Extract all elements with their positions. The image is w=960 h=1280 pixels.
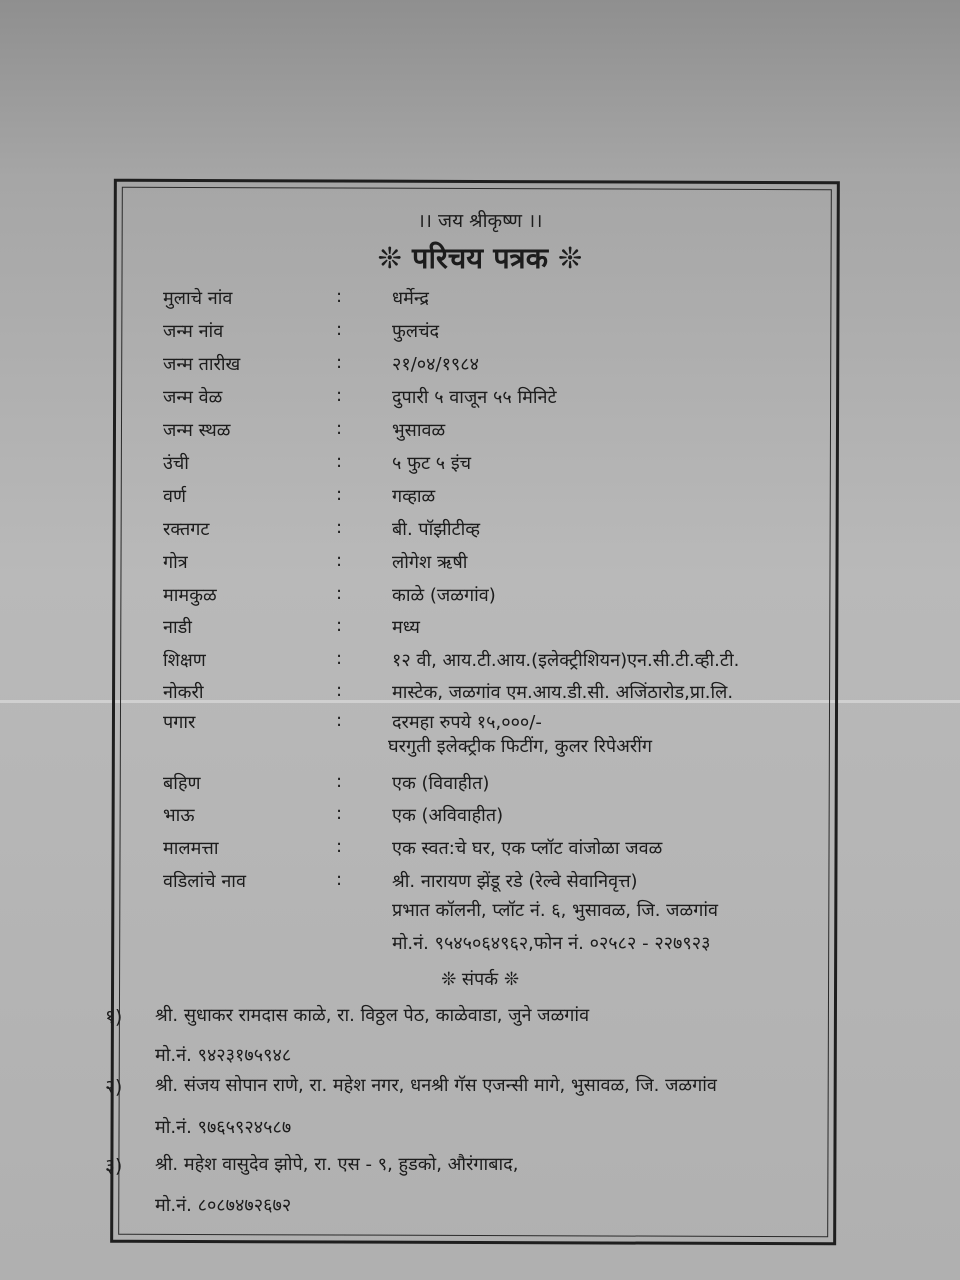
contact-number: २) — [105, 1076, 123, 1098]
field-row — [0, 771, 960, 801]
field-colon: : — [336, 710, 343, 731]
contact-phone: मो.नं. ९७६५९२४५८७ — [155, 1117, 292, 1138]
field-label: मालमत्ता — [163, 838, 219, 859]
field-colon: : — [336, 319, 343, 340]
field-label: उंची — [163, 453, 189, 474]
contact-name: श्री. संजय सोपान राणे, रा. महेश नगर, धनश्री गॅस एजन्सी मागे, भुसावळ, जि. जळगांव — [155, 1075, 717, 1096]
field-value: १२ वी, आय.टी.आय.(इलेक्ट्रीशियन)एन.सी.टी.व्ही.टी. — [392, 650, 740, 671]
field-label: जन्म नांव — [163, 321, 224, 342]
field-colon: : — [336, 418, 343, 439]
field-row — [0, 803, 960, 833]
field-value: लोगेश ऋषी — [392, 552, 468, 573]
field-label: मामकुळ — [163, 585, 217, 606]
field-label: रक्तगट — [163, 519, 210, 540]
field-value: मध्य — [392, 617, 420, 638]
father-phone: मो.नं. ९५४५०६४९६२,फोन नं. ०२५८२ - २२७९२३ — [392, 933, 711, 954]
field-label: जन्म वेळ — [163, 387, 223, 408]
field-value: २१/०४/१९८४ — [392, 354, 480, 375]
field-row — [0, 648, 960, 678]
field-value: ५ फुट ५ इंच — [392, 453, 472, 474]
field-colon: : — [336, 615, 343, 636]
field-row — [0, 352, 960, 382]
contact-number: १) — [105, 1006, 123, 1028]
contact-phone: मो.नं. ९४२३१७५९४८ — [155, 1045, 292, 1066]
field-row — [0, 286, 960, 316]
field-row — [0, 451, 960, 481]
field-colon: : — [336, 680, 343, 701]
field-label: मुलाचे नांव — [163, 288, 233, 309]
contact-name: श्री. महेश वासुदेव झोपे, रा. एस - ९, हुडको, औरंगाबाद, — [155, 1154, 519, 1175]
field-row — [0, 583, 960, 613]
field-colon: : — [336, 484, 343, 505]
field-label: नोकरी — [163, 682, 204, 703]
salary-extra: घरगुती इलेक्ट्रीक फिटींग, कुलर रिपेअरींग — [388, 736, 653, 757]
field-row — [0, 517, 960, 547]
field-colon: : — [336, 771, 343, 792]
field-colon: : — [336, 550, 343, 571]
contact-name: श्री. सुधाकर रामदास काळे, रा. विठ्ठल पेठ, काळेवाडा, जुने जळगांव — [155, 1005, 590, 1026]
field-label: भाऊ — [163, 805, 195, 826]
field-value: मास्टेक, जळगांव एम.आय.डी.सी. अजिंठारोड,प्रा.लि. — [392, 682, 734, 703]
field-colon: : — [336, 385, 343, 406]
field-colon: : — [336, 869, 343, 890]
field-row — [0, 385, 960, 415]
field-value: एक स्वत:चे घर, एक प्लॉट वांजोळा जवळ — [392, 838, 663, 859]
field-row — [0, 615, 960, 645]
field-value: दुपारी ५ वाजून ५५ मिनिटे — [392, 387, 557, 408]
field-label: वर्ण — [163, 486, 187, 507]
field-colon: : — [336, 836, 343, 857]
field-label: जन्म तारीख — [163, 354, 241, 375]
field-value: एक (विवाहीत) — [392, 773, 490, 794]
field-label: गोत्र — [163, 552, 188, 573]
field-row — [0, 418, 960, 448]
field-colon: : — [336, 517, 343, 538]
field-value: भुसावळ — [392, 420, 446, 441]
field-value: बी. पॉझीटीव्ह — [392, 519, 481, 540]
field-label: शिक्षण — [163, 650, 206, 671]
field-row — [0, 319, 960, 349]
field-label: वडिलांचे नाव — [163, 871, 246, 892]
contact-number: ३) — [105, 1155, 123, 1177]
field-colon: : — [336, 451, 343, 472]
field-value: काळे (जळगांव) — [392, 585, 496, 606]
field-value: गव्हाळ — [392, 486, 436, 507]
field-value: फुलचंद — [392, 321, 440, 342]
field-row — [0, 836, 960, 866]
contact-heading: ❊ संपर्क ❊ — [441, 969, 519, 990]
field-colon: : — [336, 648, 343, 669]
document-title: ❊ परिचय पत्रक ❊ — [377, 241, 583, 275]
field-row — [0, 484, 960, 514]
field-label: बहिण — [163, 773, 201, 794]
field-label: नाडी — [163, 617, 192, 638]
field-value: एक (अविवाहीत) — [392, 805, 504, 826]
field-colon: : — [336, 583, 343, 604]
field-row — [0, 869, 960, 899]
field-value: दरमहा रुपये १५,०००/- — [392, 712, 542, 733]
field-row — [0, 550, 960, 580]
field-label: जन्म स्थळ — [163, 420, 231, 441]
contact-phone: मो.नं. ८०८७४७२६७२ — [155, 1195, 292, 1216]
field-colon: : — [336, 352, 343, 373]
motto: ।। जय श्रीकृष्ण ।। — [417, 210, 543, 232]
field-colon: : — [336, 286, 343, 307]
field-row — [0, 680, 960, 710]
father-address: प्रभात कॉलनी, प्लॉट नं. ६, भुसावळ, जि. जळगांव — [392, 900, 719, 921]
field-colon: : — [336, 803, 343, 824]
field-label: पगार — [163, 712, 196, 733]
field-value: श्री. नारायण झेंडू रडे (रेल्वे सेवानिवृत्त) — [392, 871, 638, 892]
field-value: धर्मेन्द्र — [392, 288, 429, 309]
